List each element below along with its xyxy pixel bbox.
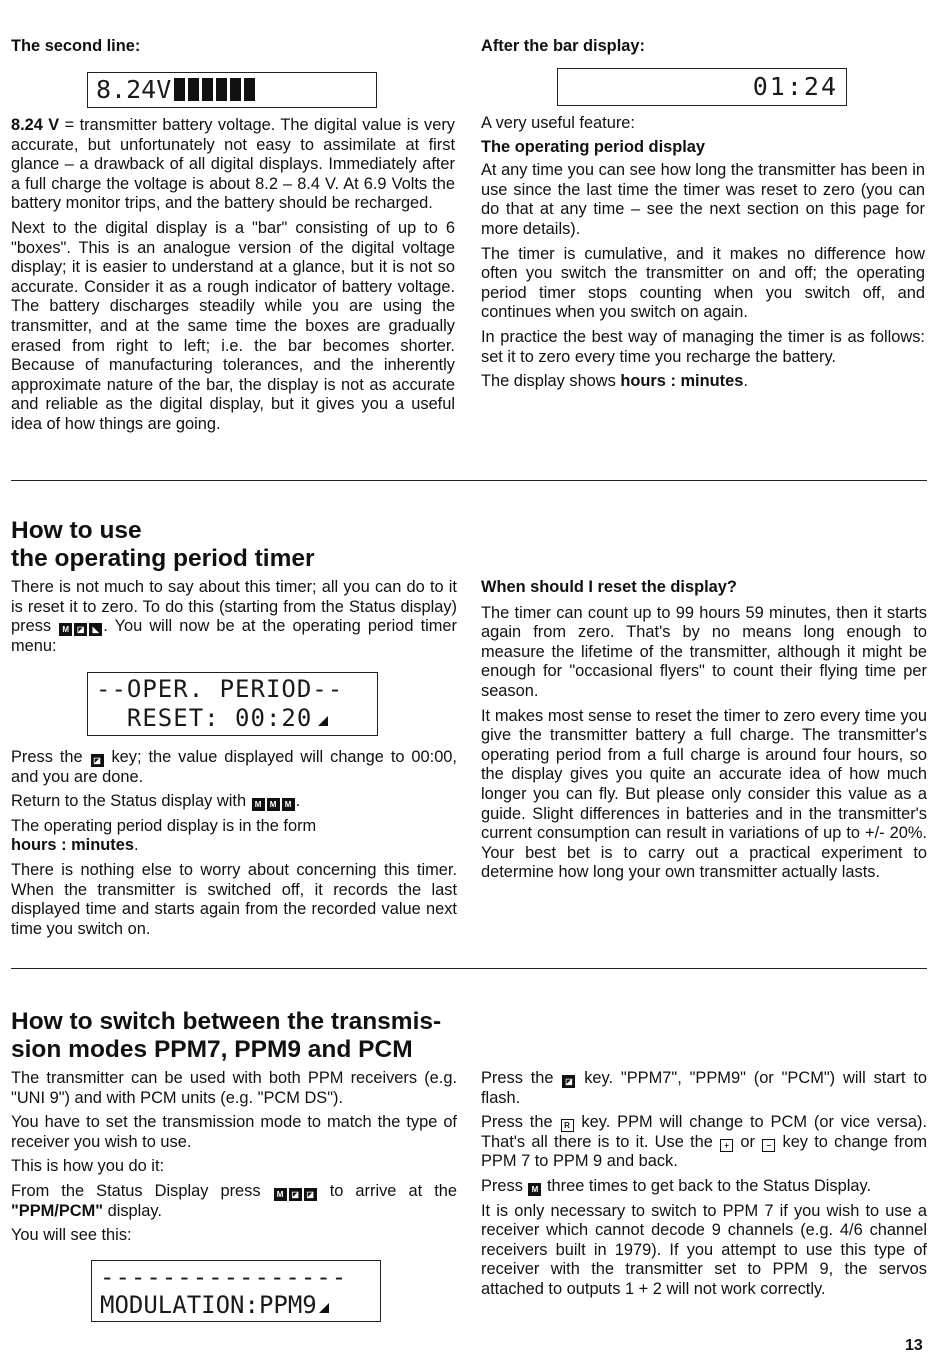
back-key-icon: ◣: [89, 623, 102, 636]
m-key-icon: M: [282, 798, 295, 811]
reset-display-subheading: When should I reset the display?: [481, 578, 737, 596]
oper-period-lcd-line2: RESET: 00:20: [96, 704, 313, 732]
battery-bar-box: [230, 78, 241, 101]
battery-bar-box: [188, 78, 199, 101]
oper-period-lcd-display: [87, 672, 378, 736]
section2-right-column: When should I reset the display? The timer can count up to 99 hours 59 minutes, then it starts again from zero. That's by no means long enough to measure the lifetime of the transmitter, although it might be enough for "occasional flyers" to count their flying time per season. It makes most sense to reset the timer to zero every time you give the transmitter battery a full charge. The transmitter's operating period from a full charge is around four hours, so the display gives you quite an accurate idea of how much longer you can fly. But please only consider this value as a guide. Slight differences in batteries and in the transmitter's current consumption can result in variations of up to +/- 20%. Your best bet is to carry out a practical experiment to determine how long your own transmitter actually lasts.: [481, 578, 927, 882]
voltage-lcd-display: [87, 72, 377, 108]
section3-right-column: Press the ◪ key. "PPM7", "PPM9" (or "PCM") will start to flash. Press the R key. PPM will change to PCM (or vice versa). That's all there is to it. Use the + or − key to change from PPM 7 to PPM 9 and back. Press M three times to get back to the Status Display. It is only necessary to switch to PPM 7 if you wish to use a receiver which cannot decode 9 channels (e.g. 4/6 channel receivers built in 1979). If you attempt to use this type of receiver with the transmitter set to PPM 9, the servos attached to outputs 1 + 2 will not work correctly.: [481, 1069, 927, 1298]
section3-left-column: The transmitter can be used with both PPM receivers (e.g. "UNI 9") and with PCM units (e.g. "PCM DS"). You have to set the transmission mode to match the type of receiver you wish to use. This is how you do it: From the Status Display press M ◪ ◪ to arrive at the "PPM/PCM" display. You will see this:: [11, 1069, 457, 1245]
section2-title: How to use the operating period timer: [11, 517, 315, 572]
section-divider-1: [11, 480, 927, 481]
m-key-icon: M: [274, 1188, 287, 1201]
page-number: 13: [905, 1337, 923, 1354]
timer-lcd-value: 01:24: [752, 72, 838, 101]
m-key-icon: M: [59, 623, 72, 636]
enter-key-icon: ◪: [289, 1188, 302, 1201]
operating-period-subheading: The operating period display: [481, 137, 706, 156]
battery-bar-box: [244, 78, 255, 101]
enter-key-icon: ◪: [74, 623, 87, 636]
bar-paragraph: Next to the digital display is a "bar" consisting of up to 6 "boxes". This is an analogue version of the digital voltage display; it is easier to understand at a glance, but it is not so accurate. Consider it as a rough indicator of battery voltage. The battery discharges steadily while you are using the transmitter, and at the same time the boxes are gradually erased from right to left; i.e. the bar becomes shorter. Because of manufacturing tolerances, and the inherently approximate nature of the bar, the display is not as accurate and reliable as the digital display, but it gives you a useful idea of how things are going.: [11, 218, 455, 433]
battery-bar-graph: [171, 83, 255, 102]
minus-key-icon: −: [762, 1139, 775, 1152]
section2-left-column-b: Press the ◪ key; the value displayed will change to 00:00, and you are done. Return to the Status display with M M M . The operating period display is in the form hours : minutes. There is nothing else to worry about concerning this timer. When the transmitter is switched off, it records the last displayed time and starts again from the recorded value next time you switch on.: [11, 748, 457, 938]
modulation-lcd-line2: MODULATION:PPM9: [100, 1291, 317, 1319]
m-key-icon: M: [267, 798, 280, 811]
top-left-column: [11, 116, 455, 440]
cursor-arrow-icon: [318, 716, 328, 726]
cursor-arrow-icon: [319, 1303, 329, 1313]
enter-key-icon: ◪: [304, 1188, 317, 1201]
timer-lcd-display: [557, 68, 847, 106]
plus-key-icon: +: [720, 1139, 733, 1152]
oper-period-lcd-line1: --OPER. PERIOD--: [96, 675, 344, 703]
battery-bar-box: [174, 78, 185, 101]
battery-bar-box: [216, 78, 227, 101]
section3-title: How to switch between the transmis- sion modes PPM7, PPM9 and PCM: [11, 1008, 442, 1063]
enter-key-icon: ◪: [91, 754, 104, 767]
r-key-icon: R: [561, 1119, 574, 1132]
top-left-heading: The second line:: [11, 37, 141, 55]
voltage-paragraph: 8.24 V = transmitter battery voltage. The digital value is very accurate, but unfortunately not easy to assimilate at first glance – a drawback of all digital displays. Immediately after a full charge the voltage is about 8.2 – 8.4 V. At 6.9 Volts the battery monitor trips, and the battery should be recharged.: [11, 116, 456, 213]
m-key-icon: M: [528, 1183, 541, 1196]
enter-key-icon: ◪: [562, 1075, 575, 1088]
m-key-icon: M: [252, 798, 265, 811]
top-right-column: A very useful feature: The operating period display At any time you can see how long the transmitter has been in use since the last time the timer was reset to zero (you can do that at any time – see the next section on this page for more details). The timer is cumulative, and it makes no difference how often you switch the transmitter on and off; the operating period timer stops counting when you switch off, and continues when you switch on again. In practice the best way of managing the timer is as follows: set it to zero every time you recharge the battery. The display shows hours : minutes.: [481, 114, 925, 391]
section2-left-column-a: There is not much to say about this timer; all you can do to it is reset it to zero. To do this (starting from the Status display) press M ◪ ◣ . You will now be at the operating period timer menu:: [11, 578, 458, 655]
modulation-lcd-display: [91, 1260, 381, 1322]
battery-bar-box: [202, 78, 213, 101]
top-right-heading: After the bar display:: [481, 37, 645, 55]
voltage-lcd-value: 8.24V: [96, 75, 172, 104]
modulation-lcd-line1: ----------------: [100, 1263, 348, 1291]
section-divider-2: [11, 968, 927, 969]
